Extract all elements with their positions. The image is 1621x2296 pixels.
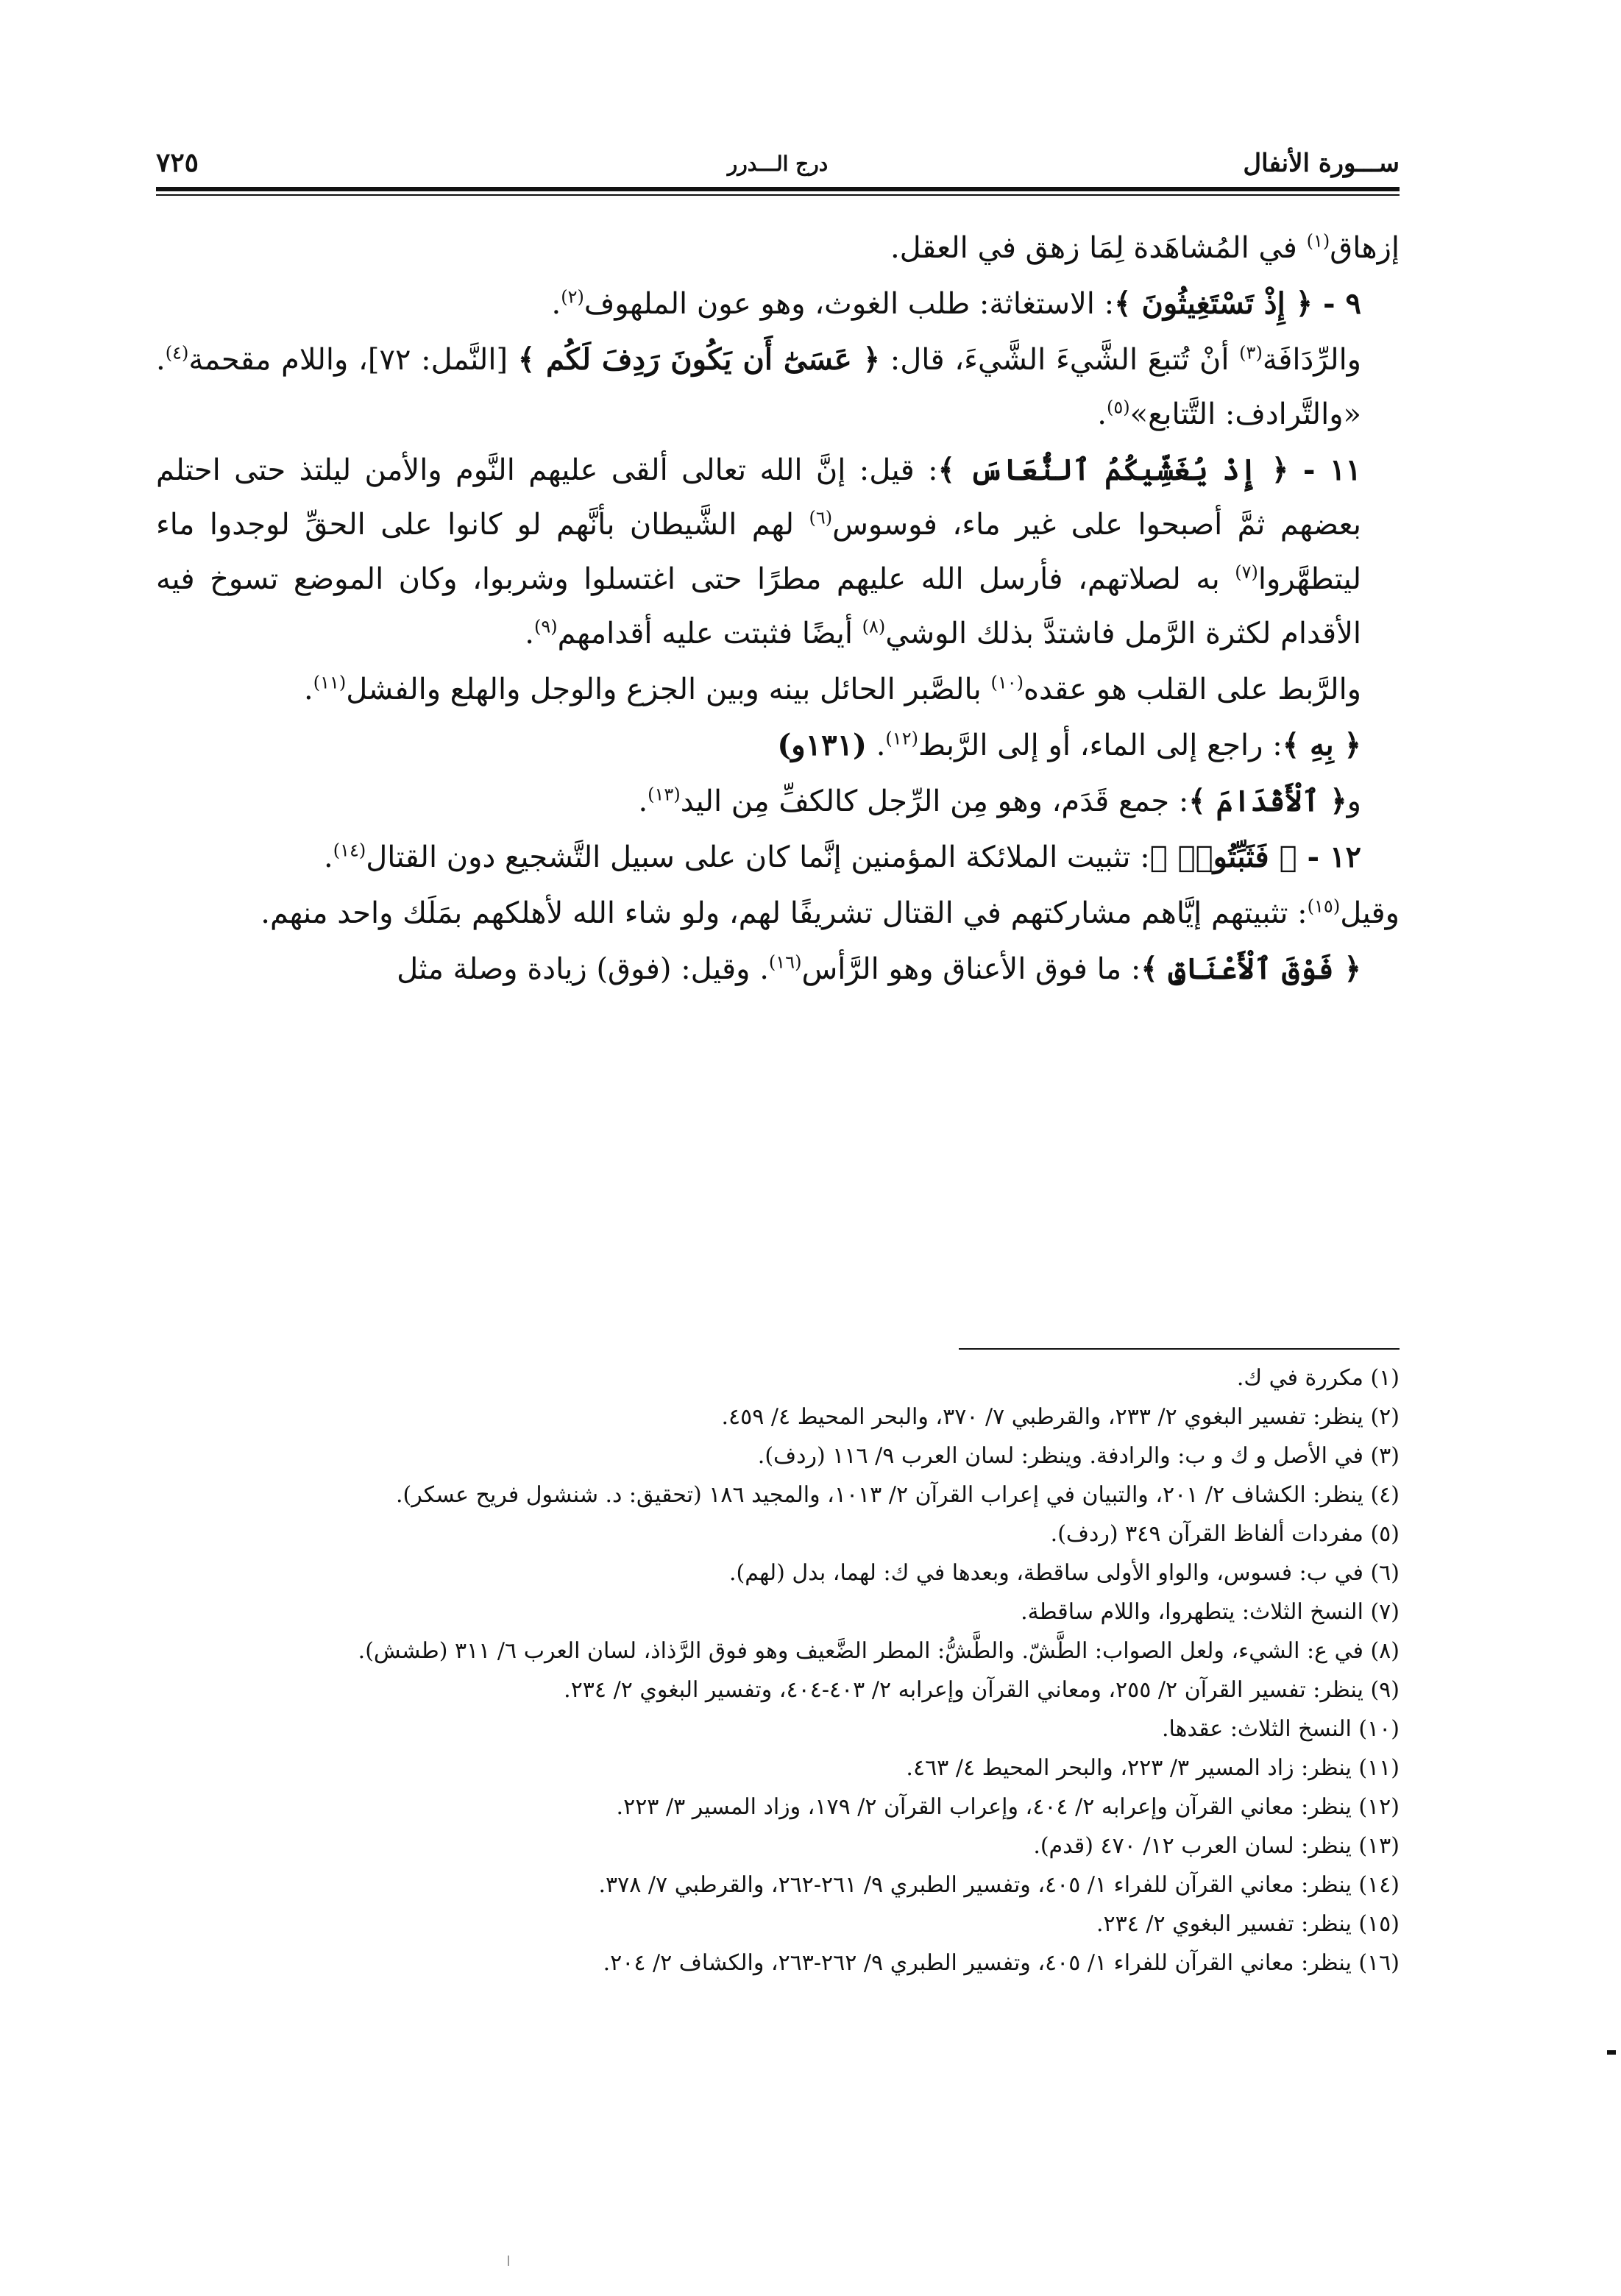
- footnote: (٤) ينظر: الكشاف ٢/ ٢٠١، والتبيان في إعراب القرآن ٢/ ١٠١٣، والمجيد ١٨٦ (تحقيق: د. شنشول فريح عسكر).: [396, 1482, 1400, 1508]
- footnote-ref: (١٦): [768, 952, 802, 973]
- footnote-ref: (١٥): [1307, 896, 1341, 917]
- footnote-ref: (٤): [165, 342, 189, 364]
- paragraph-7: و﴿ ٱلْأَقْدَامَ ﴾: جمع قَدَم، وهو مِن الرِّجل كالكفِّ مِن اليد$^{(١٣)}$.: [638, 784, 1361, 818]
- footnote: (٥) مفردات ألفاظ القرآن ٣٤٩ (ردف).: [1050, 1521, 1400, 1547]
- paragraph-verse-11: ١١ - ﴿ إِذْ يُغَشِّيكُمُ ٱلنُّعَاسَ ﴾: قيل: إنَّ الله تعالى ألقى عليهم النَّوم والأمن ليلتذ حتى احتلم بعضهم ثمَّ أصبحوا على غير ماء، فوسوس$^{(٦)}$ لهم الشَّيطان بأنَّهم لو كانوا على الحقِّ لوجدوا ماء ليتطهَّروا$^{(٧)}$ به لصلاتهم، فأرسل الله عليهم مطرًا حتى اغتسلوا وشربوا، وكان الموضع تسوخ فيه الأقدام لكثرة الرَّمل فاشتدَّ بذلك الوشي$^{(٨)}$ أيضًا فثبتت عليه أقدامهم$^{(٩)}$.: [156, 453, 1362, 651]
- quran-quote: ﴿ ٱلْأَقْدَامَ ﴾: [1188, 784, 1347, 818]
- footnote: (٦) في ب: فسوس، والواو الأولى ساقطة، وبعدها في ك: لهما، بدل (لهم).: [728, 1560, 1400, 1586]
- footnote-ref: (١٢): [885, 728, 918, 749]
- footnote-ref: (٢): [561, 286, 584, 308]
- footnote: (٩) ينظر: تفسير القرآن ٢/ ٢٥٥، ومعاني القرآن وإعرابه ٢/ ٤٠٣-٤٠٤، وتفسير البغوي ٢/ ٢٣٤.: [564, 1677, 1400, 1703]
- quran-quote: ﴿ فَثَبِّتُوا۟ ﴾: [1149, 840, 1297, 874]
- scan-tick-mark: [508, 2256, 509, 2266]
- quran-quote: ﴿ إِذْ تَسْتَغِيثُونَ ﴾: [1114, 286, 1313, 321]
- paragraph-9: وقيل$^{(١٥)}$: تثبيتهم إيَّاهم مشاركتهم في القتال تشريفًا لهم، ولو شاء الله لأهلكهم بمَلَك واحد منهم.: [260, 896, 1400, 930]
- footnote-ref: (٥): [1107, 397, 1130, 418]
- footnote: (٢) ينظر: تفسير البغوي ٢/ ٢٣٣، والقرطبي ٧/ ٣٧٠، والبحر المحيط ٤/ ٤٥٩.: [721, 1404, 1400, 1430]
- footnote: (١٦) ينظر: معاني القرآن للفراء ١/ ٤٠٥، وتفسير الطبري ٩/ ٢٦٢-٢٦٣، والكشاف ٢/ ٢٠٤.: [603, 1950, 1400, 1976]
- verse-number: ٩ -: [1313, 286, 1361, 321]
- footnote: (١١) ينظر: زاد المسير ٣/ ٢٢٣، والبحر المحيط ٤/ ٤٦٣.: [906, 1755, 1400, 1781]
- quran-quote: ﴿ فَوْقَ ٱلْأَعْنَاقِ ﴾: [1141, 952, 1361, 986]
- scan-edge-mark: [1607, 2050, 1616, 2055]
- quran-quote: ﴿ بِهِ ﴾: [1282, 728, 1361, 762]
- main-text: [156, 221, 1400, 998]
- footnote-ref: (٦): [809, 507, 833, 528]
- manuscript-folio-marker: (١٣١و): [777, 728, 867, 762]
- quran-quote: ﴿ عَسَىٰٓ أَن يَكُونَ رَدِفَ لَكُم ﴾: [517, 342, 881, 377]
- running-header: [156, 144, 1400, 188]
- footnote-ref: (٨): [862, 616, 886, 637]
- footnote-ref: (١١): [313, 672, 347, 693]
- paragraph-6: ﴿ بِهِ ﴾: راجع إلى الماء، أو إلى الرَّبط$^{(١٢)}$. (١٣١و): [777, 728, 1361, 762]
- footnote-ref: (١٤): [333, 840, 366, 861]
- header-rule-thin: [156, 194, 1400, 196]
- footnote: (١٣) ينظر: لسان العرب ١٢/ ٤٧٠ (قدم).: [1033, 1833, 1400, 1859]
- footnotes: [156, 1358, 1400, 1983]
- surah-title: ســـورة الأنفال: [1243, 149, 1400, 178]
- footnote-ref: (١٣): [648, 784, 681, 805]
- paragraph-verse-9: ٩ - ﴿ إِذْ تَسْتَغِيثُونَ ﴾: الاستغاثة: طلب الغوث، وهو عون الملهوف$^{(٢)}$.: [551, 286, 1361, 321]
- footnote-ref: (١): [1306, 230, 1330, 252]
- footnote-ref: (٧): [1235, 561, 1258, 583]
- paragraph-3: والرِّدَافَة$^{(٣)}$ أنْ تُتبعَ الشَّيءَ الشَّيءَ، قال: ﴿ عَسَىٰٓ أَن يَكُونَ رَدِفَ لَكُم ﴾ [النَّمل: ٧٢]، واللام مقحمة$^{(٤)}$. «والتَّرادف: التَّتابع»$^{(٥)}$.: [156, 342, 1361, 431]
- header-rule-thick: [156, 187, 1400, 191]
- footnote-ref: (٣): [1239, 342, 1263, 364]
- page-number: ٧٢٥: [156, 147, 199, 178]
- paragraph-1: إزهاق$^{(١)}$ في المُشاهَدة لِمَا زهق في العقل.: [890, 230, 1400, 265]
- footnote: (١٢) ينظر: معاني القرآن وإعرابه ٢/ ٤٠٤، وإعراب القرآن ٢/ ١٧٩، وزاد المسير ٣/ ٢٢٣.: [616, 1794, 1400, 1820]
- footnote: (١٥) ينظر: تفسير البغوي ٢/ ٢٣٤.: [1096, 1911, 1400, 1937]
- verse-number: ١٢ -: [1297, 840, 1361, 874]
- footnote: (١٤) ينظر: معاني القرآن للفراء ١/ ٤٠٥، وتفسير الطبري ٩/ ٢٦١-٢٦٢، والقرطبي ٧/ ٣٧٨.: [598, 1872, 1400, 1898]
- footnote: (٣) في الأصل و ك و ب: والرادفة. وينظر: لسان العرب ٩/ ١١٦ (ردف).: [757, 1443, 1400, 1469]
- footnote: (٧) النسخ الثلاث: يتطهروا، واللام ساقطة.: [1021, 1599, 1400, 1625]
- book-title: درج الـــدرر: [727, 152, 829, 176]
- footnote: (٨) في ع: الشيء، ولعل الصواب: الطَّشّ. والطَّشُّ: المطر الضَّعيف وهو فوق الرَّذاذ، لسان العرب ٦/ ٣١١ (طشش).: [358, 1638, 1400, 1664]
- footnote-list: [156, 1358, 1400, 1983]
- footnote-ref: (١٠): [990, 672, 1024, 693]
- footnote-separator: [959, 1348, 1400, 1350]
- footnote-ref: (٩): [533, 616, 558, 637]
- verse-number: ١١ -: [1288, 453, 1362, 487]
- footnote: (١٠) النسخ الثلاث: عقدها.: [1161, 1716, 1400, 1742]
- quran-quote: ﴿ إِذْ يُغَشِّيكُمُ ٱلنُّعَاسَ ﴾: [937, 453, 1289, 487]
- paragraph-10: ﴿ فَوْقَ ٱلْأَعْنَاقِ ﴾: ما فوق الأعناق وهو الرَّأس$^{(١٦)}$. وقيل: (فوق) زيادة وصلة مثل: [397, 952, 1361, 986]
- footnote: (١) مكررة في ك.: [1236, 1365, 1400, 1391]
- paragraph-5: والرَّبط على القلب هو عقده$^{(١٠)}$ بالصَّبر الحائل بينه وبين الجزع والوجل والهلع والفشل$^{(١١)}$.: [304, 672, 1361, 706]
- paragraph-verse-12: ١٢ - ﴿ فَثَبِّتُوا۟ ﴾: تثبيت الملائكة المؤمنين إنَّما كان على سبيل التَّشجيع دون القتال$^{(١٤)}$.: [323, 840, 1361, 874]
